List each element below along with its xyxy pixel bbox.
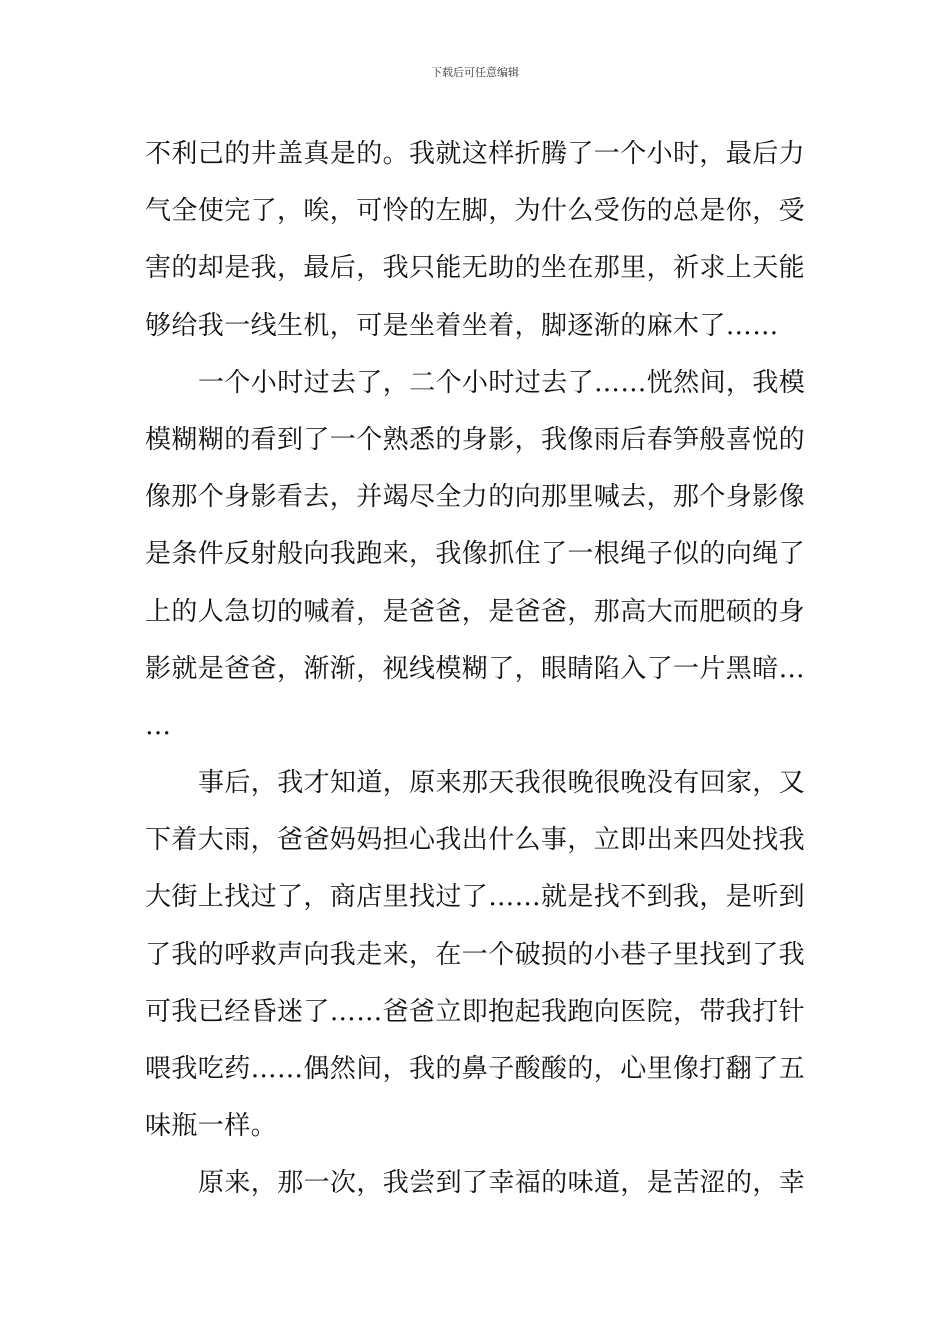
text-line: 味瓶一样。 [145, 1111, 278, 1142]
text-line: 影就是爸爸，渐渐，视线模糊了，眼睛陷入了一片黑暗… [145, 653, 806, 684]
text-line: 事后，我才知道，原来那天我很晚很晚没有回家，又 [198, 768, 806, 799]
text-line: 了我的呼救声向我走来，在一个破损的小巷子里找到了我 [145, 939, 806, 970]
text-line: 上的人急切的喊着，是爸爸，是爸爸，那高大而肥硕的身 [145, 596, 806, 627]
text-line: … [145, 710, 172, 741]
text-line: 像那个身影看去，并竭尽全力的向那里喊去，那个身影像 [145, 482, 806, 513]
text-line: 喂我吃药……偶然间，我的鼻子酸酸的，心里像打翻了五 [145, 1054, 806, 1084]
text-line: 够给我一线生机，可是坐着坐着，脚逐渐的麻木了…… [145, 310, 779, 341]
text-line: 下着大雨，爸爸妈妈担心我出什么事，立即出来四处找我 [145, 825, 806, 856]
text-line: 一个小时过去了，二个小时过去了……恍然间，我模 [198, 367, 806, 398]
text-line: 气全使完了，唉，可怜的左脚，为什么受伤的总是你，受 [145, 196, 806, 227]
text-line: 不利己的井盖真是的。我就这样折腾了一个小时，最后力 [145, 139, 806, 169]
text-line: 原来，那一次，我尝到了幸福的味道，是苦涩的，幸 [198, 1168, 806, 1199]
text-line: 害的却是我，最后，我只能无助的坐在那里，祈求上天能 [145, 253, 806, 284]
text-line: 大街上找过了，商店里找过了……就是找不到我，是听到 [145, 882, 806, 913]
text-line: 模糊糊的看到了一个熟悉的身影，我像雨后春笋般喜悦的 [145, 424, 806, 455]
body-text [145, 126, 810, 1213]
text-line: 是条件反射般向我跑来，我像抓住了一根绳子似的向绳了 [145, 539, 806, 570]
text-line: 可我已经昏迷了……爸爸立即抱起我跑向医院，带我打针 [145, 996, 806, 1027]
page-header: 下载后可任意编辑 [431, 66, 519, 79]
